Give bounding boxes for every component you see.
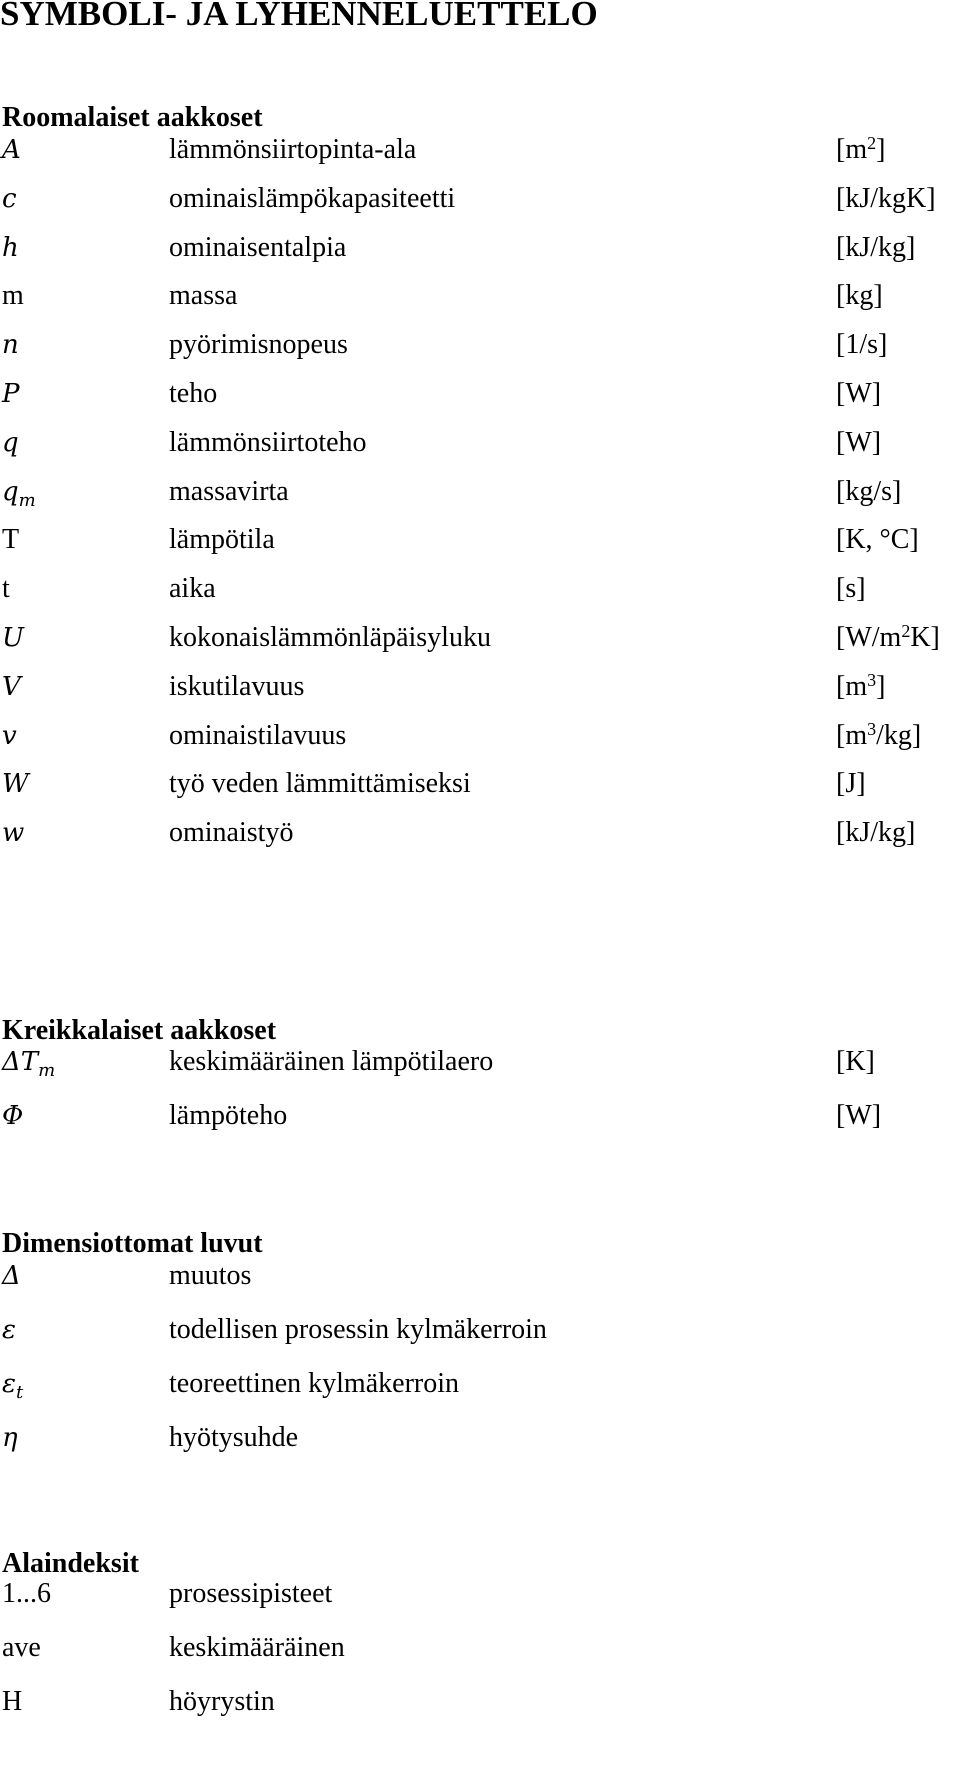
symbol: V <box>2 671 21 702</box>
symbol-row <box>0 1364 960 1404</box>
symbol: T <box>2 524 20 556</box>
symbol-row <box>0 374 960 414</box>
symbol-description: ominaistyö <box>169 817 294 849</box>
symbol-description: lämpöteho <box>169 1100 288 1131</box>
symbol-row <box>0 179 960 219</box>
symbol-description: keskimääräinen <box>169 1632 345 1663</box>
symbol-row <box>0 276 960 316</box>
symbol: Δ <box>2 1261 21 1291</box>
symbol: h <box>2 232 19 263</box>
symbol-description: lämmönsiirtopinta-ala <box>169 134 417 165</box>
symbol-row <box>0 472 960 512</box>
symbol: U <box>2 623 24 653</box>
symbol: P <box>2 379 20 409</box>
symbol-unit: [W] <box>836 378 882 409</box>
symbol-row <box>0 1096 960 1136</box>
symbol-row <box>0 618 960 658</box>
symbol: v <box>2 720 17 751</box>
symbol-row <box>0 813 960 853</box>
symbol-unit: $[m^3/kg]$ <box>836 718 922 751</box>
symbol: q <box>2 427 19 458</box>
symbol-description: massa <box>169 280 238 312</box>
symbol-unit: [K] <box>836 1046 875 1077</box>
symbol: m <box>2 280 24 312</box>
symbol: $q_m$ <box>2 476 36 511</box>
symbol-description: pyörimisnopeus <box>169 329 348 361</box>
symbol-row <box>0 228 960 268</box>
symbol-unit: [W] <box>836 426 882 458</box>
symbol: ave <box>2 1632 41 1663</box>
symbol-row <box>0 667 960 707</box>
symbol-unit: $[m^2]$ <box>836 133 886 165</box>
symbol-description: keskimääräinen lämpötilaero <box>169 1046 494 1077</box>
symbol: W <box>2 769 29 800</box>
symbol-row <box>0 130 960 170</box>
symbol-description: lämmönsiirtoteho <box>169 426 367 458</box>
section-heading-greek: Kreikkalaiset aakkoset <box>2 1015 277 1046</box>
symbol-description: muutos <box>169 1260 252 1291</box>
symbol-description: aika <box>169 573 216 605</box>
symbol-row <box>0 1628 960 1668</box>
symbol-unit: [1/s] <box>836 329 888 361</box>
symbol-row <box>0 716 960 756</box>
symbol: η <box>2 1423 18 1453</box>
symbol-unit: [K, °C] <box>836 524 919 556</box>
symbol-row <box>0 1418 960 1458</box>
symbol-description: ominaistilavuus <box>169 719 347 751</box>
symbol: Φ <box>2 1101 24 1131</box>
symbol-row <box>0 423 960 463</box>
section-heading-roman: Roomalaiset aakkoset <box>2 102 263 133</box>
symbol: H <box>2 1686 23 1717</box>
symbol-unit: [kg/s] <box>836 475 902 507</box>
symbol-row <box>0 520 960 560</box>
symbol-description: ominaisentalpia <box>169 231 347 263</box>
symbol-description: kokonaislämmönläpäisyluku <box>169 622 491 653</box>
symbol-description: höyrystin <box>169 1686 275 1717</box>
symbol-unit: $[m^3]$ <box>836 669 886 702</box>
symbol-unit: [kJ/kg] <box>836 817 916 849</box>
symbol-description: ominaislämpökapasiteetti <box>169 182 456 214</box>
symbol-unit: [kg] <box>836 280 883 312</box>
symbol: $\Delta T_m$ <box>2 1047 56 1081</box>
symbol: $\varepsilon_t$ <box>2 1369 24 1403</box>
section-heading-dimensionless: Dimensiottomat luvut <box>2 1228 263 1259</box>
symbol-description: iskutilavuus <box>169 670 305 702</box>
symbol-row <box>0 1256 960 1296</box>
section-heading-subscripts: Alaindeksit <box>2 1548 139 1579</box>
symbol-row <box>0 569 960 609</box>
symbol-description: lämpötila <box>169 524 275 556</box>
symbol-description: todellisen prosessin kylmäkerroin <box>169 1314 547 1345</box>
symbol: w <box>2 818 25 849</box>
symbol-description: hyötysuhde <box>169 1422 299 1453</box>
symbol: t <box>2 573 10 605</box>
symbol-unit: [J] <box>836 768 866 800</box>
symbol-row <box>0 1682 960 1722</box>
symbol-row <box>0 1574 960 1614</box>
symbol-unit: $[W/m^2K]$ <box>836 621 940 653</box>
symbol-description: teoreettinen kylmäkerroin <box>169 1368 459 1399</box>
page-title: SYMBOLI- JA LYHENNELUETTELO <box>0 0 598 33</box>
symbol-description: massavirta <box>169 475 289 507</box>
symbol-row <box>0 1042 960 1082</box>
symbol-description: teho <box>169 378 218 409</box>
symbol-row <box>0 325 960 365</box>
symbol-unit: [kJ/kg] <box>836 231 916 263</box>
symbol-description: prosessipisteet <box>169 1578 333 1609</box>
symbol-unit: [kJ/kgK] <box>836 182 936 214</box>
symbol: ε <box>2 1315 16 1345</box>
symbol-unit: [W] <box>836 1100 882 1131</box>
symbol-description: työ veden lämmittämiseksi <box>169 768 471 800</box>
symbol-unit: [s] <box>836 573 866 605</box>
symbol: n <box>2 330 19 361</box>
symbol: A <box>2 135 21 165</box>
symbol: c <box>2 183 17 214</box>
symbol-row <box>0 1310 960 1350</box>
symbol: 1...6 <box>2 1578 51 1609</box>
symbol-row <box>0 764 960 804</box>
